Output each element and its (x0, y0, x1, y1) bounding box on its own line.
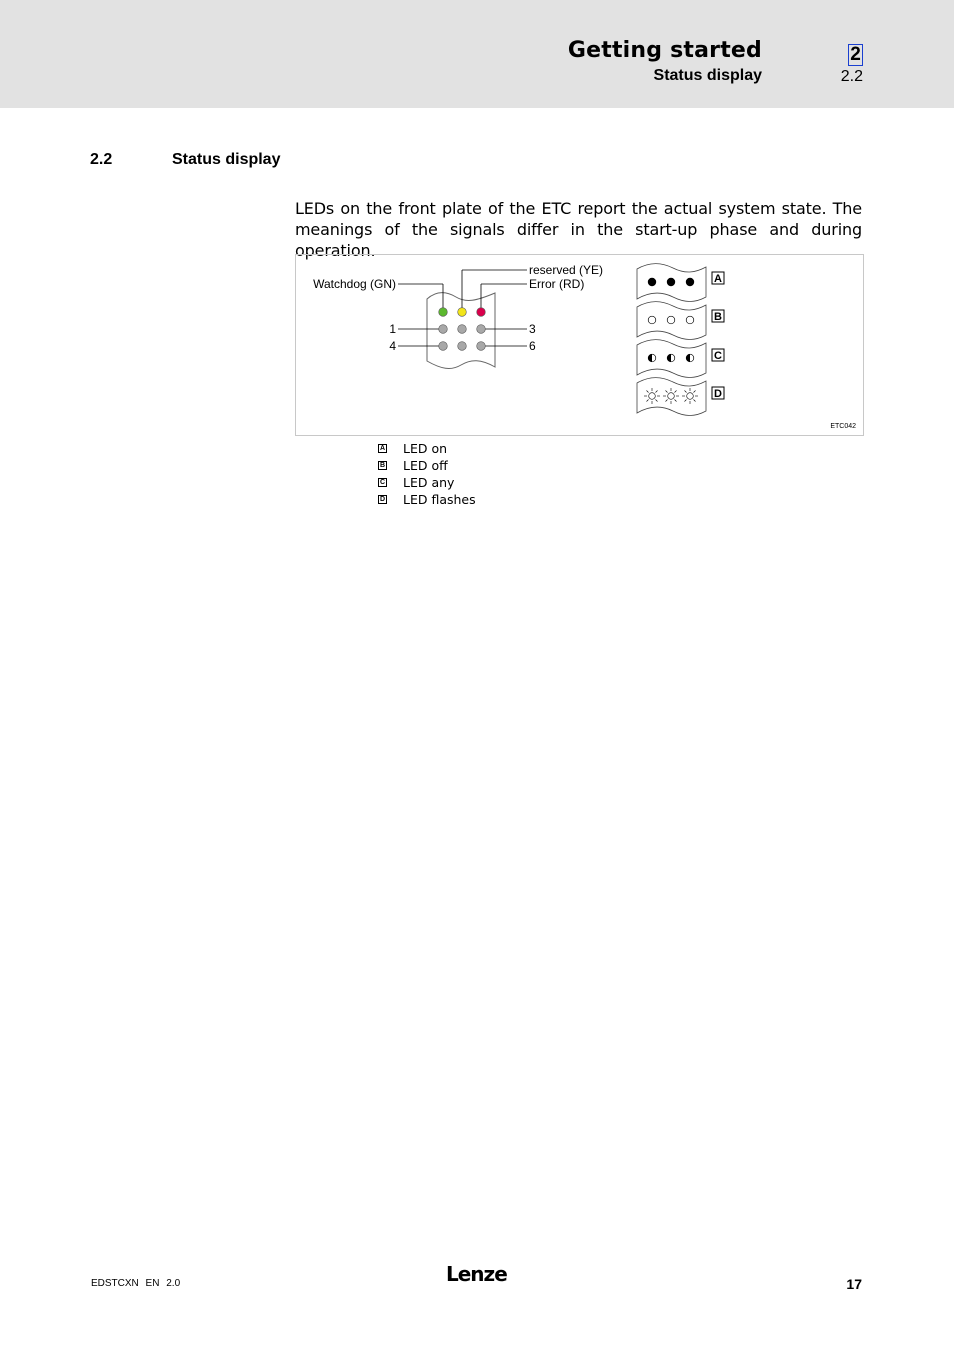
header-band (0, 0, 954, 108)
lenze-logo: Lenze (446, 1262, 507, 1286)
legend-text: LED flashes (403, 492, 476, 507)
legend-text: LED any (403, 475, 455, 490)
state-strip-d (637, 378, 706, 416)
state-strip-b (637, 302, 706, 340)
led-6 (477, 342, 486, 351)
watchdog-label: Watchdog (GN) (313, 277, 396, 291)
led-number-4: 4 (389, 339, 396, 353)
body-paragraph: LEDs on the front plate of the ETC report the actual system state. The meanings of the signals differ in the start-up phase and during operation. (295, 199, 862, 260)
led-3 (477, 325, 486, 334)
section-title: Status display (172, 151, 281, 168)
watchdog-led (439, 308, 448, 317)
state-strip-a (637, 264, 706, 302)
legend-key: A (379, 445, 386, 452)
section-number: 2.2 (90, 151, 113, 168)
led-2 (458, 325, 467, 334)
key-d: D (714, 388, 722, 400)
chapter-number-box: 2 (848, 44, 863, 66)
legend-item (378, 491, 476, 508)
led-1 (439, 325, 448, 334)
led-number-1: 1 (389, 322, 396, 336)
header-section-number: 2.2 (840, 68, 863, 85)
led-any-icon-2 (667, 354, 675, 362)
error-label: Error (RD) (529, 277, 585, 291)
led-off-icon-1 (648, 316, 656, 324)
led-on-icon-3 (686, 278, 694, 286)
legend-item (378, 474, 476, 491)
error-led (477, 308, 486, 317)
legend-key: D (379, 496, 386, 503)
led-number-6: 6 (529, 339, 536, 353)
led-status-figure (295, 254, 864, 436)
legend-item (378, 457, 476, 474)
key-a: A (714, 273, 722, 285)
key-b: B (714, 311, 722, 323)
led-on-icon-1 (648, 278, 656, 286)
footer-document-id: EDSTCXN EN 2.0 (91, 1278, 181, 1289)
led-5 (458, 342, 467, 351)
led-4 (439, 342, 448, 351)
state-strip-c (637, 340, 706, 378)
section-heading (90, 151, 280, 169)
page-number: 17 (846, 1276, 862, 1292)
chapter-title: Getting started (567, 38, 762, 63)
legend-item (378, 440, 476, 457)
led-number-3: 3 (529, 322, 536, 336)
legend-text: LED on (403, 441, 448, 456)
legend-key: C (379, 479, 386, 486)
led-any-icon-3 (686, 354, 694, 362)
header-section-subtitle: Status display (653, 67, 762, 84)
key-c: C (714, 350, 722, 362)
led-diagram-svg (296, 255, 865, 437)
reserved-led (458, 308, 467, 317)
led-off-icon-2 (667, 316, 675, 324)
figure-code: ETC042 (830, 423, 856, 430)
led-any-icon-1 (648, 354, 656, 362)
legend-key: B (379, 462, 386, 469)
legend (378, 440, 476, 508)
led-on-icon-2 (667, 278, 675, 286)
reserved-label: reserved (YE) (529, 263, 604, 277)
legend-text: LED off (403, 458, 448, 473)
led-off-icon-3 (686, 316, 694, 324)
